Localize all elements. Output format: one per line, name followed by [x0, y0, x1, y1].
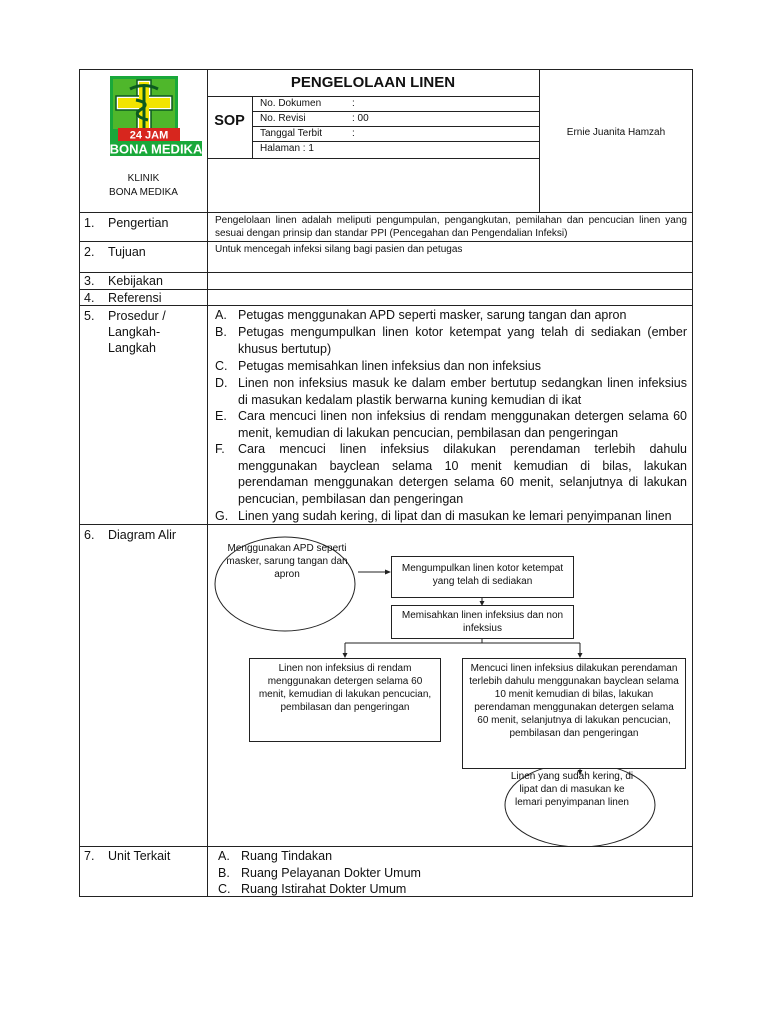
step-key: E. — [215, 409, 227, 423]
section-4-label: Referensi — [108, 291, 162, 305]
procedure-step-e — [215, 408, 687, 441]
step-text: Petugas menggunakan APD seperti masker, sarung tangan dan apron — [238, 308, 627, 322]
step-key: D. — [215, 376, 228, 390]
flow-infectious: Mencuci linen infeksius dilakukan perendaman terlebih dahulu menggunakan bayclean selama 10 menit kemudian di bilas, lakukan perendaman menggunakan detergen selama 60 menit, selanjutnya di lakukan pencucian, pembilasan dan pengeringan — [462, 658, 686, 769]
title-divider — [207, 96, 539, 97]
step-text: Linen non infeksius masuk ke dalam ember bertutup sedangkan linen infeksius di masukan kedalam plastik berwarna kuning kemudian di ikat — [238, 376, 687, 407]
section-1-label: Pengertian — [108, 216, 169, 230]
procedure-step-g — [215, 508, 687, 525]
section-6-label: Diagram Alir — [108, 528, 177, 542]
unit-text: Ruang Istirahat Dokter Umum — [241, 882, 407, 896]
unit-text: Ruang Tindakan — [241, 849, 333, 863]
pengertian-text: Pengelolaan linen adalah meliputi pengumpulan, pengangkutan, pemilahan dan pencucian linen yang sesuai dengan prinsip dan standar PPI (Pencegahan dan Pengendalian Infeksi) — [215, 215, 687, 239]
step-key: C. — [215, 359, 228, 373]
unit-key: C. — [218, 882, 231, 896]
signatory-name: Ernie Juanita Hamzah — [566, 127, 666, 138]
clinic-name — [80, 172, 207, 200]
section-5-label-line-3: Langkah — [108, 341, 156, 355]
step-text: Petugas mengumpulkan linen kotor ketempat yang telah di sediakan (ember khusus bertutup) — [238, 325, 687, 356]
step-text: Petugas memisahkan linen infeksius dan non infeksius — [238, 359, 541, 373]
section-4-number: 4. — [84, 291, 95, 305]
document-title: PENGELOLAAN LINEN — [290, 74, 456, 91]
unit-item-a — [218, 848, 690, 865]
section-2-number: 2. — [84, 245, 95, 259]
doc-fields-bottom — [207, 158, 539, 159]
section-3-label: Kebijakan — [108, 274, 163, 288]
section-2-label: Tujuan — [108, 245, 146, 259]
clinic-line-2: BONA MEDIKA — [109, 187, 178, 198]
row-rule-4 — [79, 305, 693, 306]
section-5-label — [108, 308, 166, 356]
row-rule-1 — [79, 241, 693, 242]
procedure-step-b — [215, 324, 687, 357]
section-7-label: Unit Terkait — [108, 849, 171, 863]
unit-item-b — [218, 865, 690, 882]
flow-collect-linen: Mengumpulkan linen kotor ketempat yang telah di sediakan — [391, 556, 574, 598]
doc-field-value-2: : 00 — [352, 113, 369, 124]
sop-label: SOP — [214, 113, 245, 129]
flow-end-storage: Linen yang sudah kering, di lipat dan di masukan ke lemari penyimpanan linen — [510, 771, 634, 808]
procedure-step-d — [215, 375, 687, 408]
section-5-label-line-2: Langkah- — [108, 325, 161, 339]
clinic-line-1: KLINIK — [127, 173, 160, 184]
unit-item-c — [218, 881, 690, 898]
step-key: B. — [215, 325, 227, 339]
svg-text:BONA MEDIKA: BONA MEDIKA — [110, 141, 202, 156]
flow-non-infectious: Linen non infeksius di rendam menggunakan detergen selama 60 menit, kemudian di lakukan pencucian, pembilasan dan pengeringan — [249, 658, 441, 742]
row-rule-6 — [79, 846, 693, 847]
step-text: Cara mencuci linen infeksius dilakukan perendaman terlebih dahulu menggunakan bayclean selama 10 menit kemudian di bilas, lakukan perendaman menggunakan detergen selama 60 menit, selanjutnya di lakukan pencucian, pembilasan dan pengeringan — [238, 442, 687, 506]
row-rule-2 — [79, 272, 693, 273]
tujuan-text: Untuk mencegah infeksi silang bagi pasien dan petugas — [215, 244, 463, 255]
section-5-label-line-1: Prosedur / — [108, 309, 166, 323]
row-rule-3 — [79, 289, 693, 290]
step-text: Cara mencuci linen non infeksius di rendam menggunakan detergen selama 60 menit, kemudian di lakukan pencucian, pembilasan dan pengeringan — [238, 409, 687, 440]
svg-text:24 JAM: 24 JAM — [129, 129, 169, 142]
step-key: F. — [215, 442, 225, 456]
section-6-number: 6. — [84, 528, 95, 542]
doc-field-value-3: : — [352, 128, 355, 139]
sop-column-divider — [252, 96, 253, 158]
doc-field-label-3: Tanggal Terbit — [260, 128, 323, 139]
unit-key: B. — [218, 866, 230, 880]
procedure-step-a — [215, 307, 687, 324]
step-text: Linen yang sudah kering, di lipat dan di masukan ke lemari penyimpanan linen — [238, 509, 672, 523]
procedure-step-c — [215, 358, 687, 375]
procedure-step-f — [215, 441, 687, 507]
unit-key: A. — [218, 849, 230, 863]
step-key: A. — [215, 308, 227, 322]
doc-field-value-1: : — [352, 98, 355, 109]
flow-start-apd: Menggunakan APD seperti masker, sarung tangan dan apron — [226, 543, 348, 580]
section-7-number: 7. — [84, 849, 95, 863]
header-bottom-rule — [79, 212, 693, 213]
flow-separate-linen: Memisahkan linen infeksius dan non infeksius — [391, 605, 574, 639]
doc-field-label-2: No. Revisi — [260, 113, 306, 124]
doc-field-label-4: Halaman : 1 — [260, 143, 314, 154]
clinic-logo — [110, 76, 202, 156]
signatory-column-divider — [539, 69, 540, 212]
step-key: G. — [215, 509, 229, 523]
unit-text: Ruang Pelayanan Dokter Umum — [241, 866, 421, 880]
section-1-number: 1. — [84, 216, 95, 230]
doc-field-label-1: No. Dokumen — [260, 98, 322, 109]
section-5-number: 5. — [84, 309, 95, 323]
section-3-number: 3. — [84, 274, 95, 288]
